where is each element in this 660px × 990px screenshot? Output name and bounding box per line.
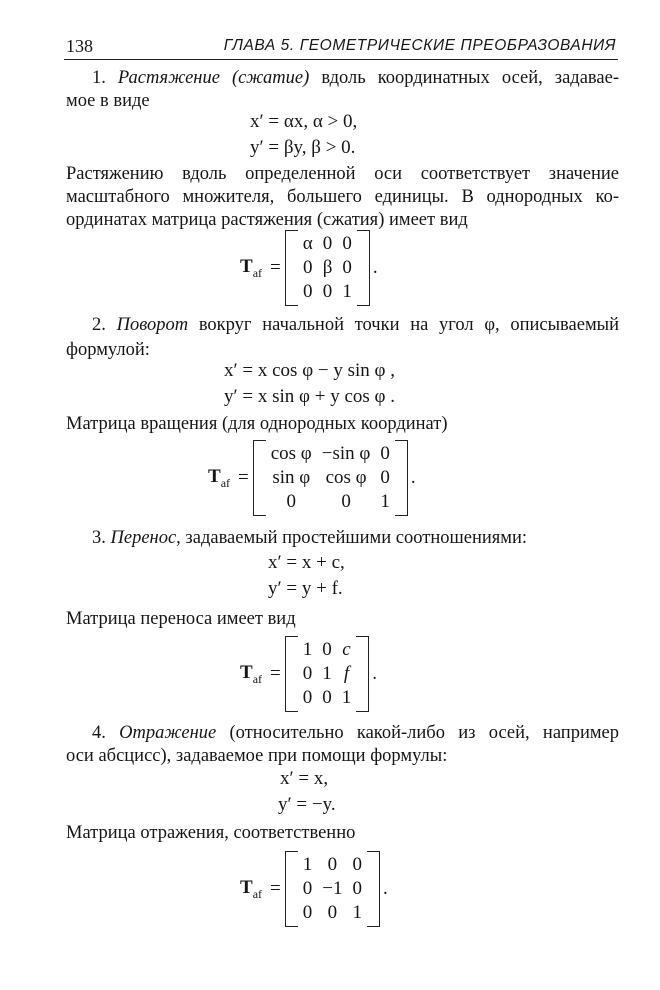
matrix-grid: [298, 232, 357, 304]
matrix-row: [298, 232, 357, 256]
matrix-cell: 0: [322, 233, 333, 254]
matrix-cell: f: [343, 663, 350, 684]
matrix-row: [298, 256, 357, 280]
section3-formula-2: y′ = y + f.: [268, 578, 343, 599]
section2-formula-2: y′ = x sin φ + y cos φ .: [224, 386, 396, 407]
matrix-cell: 0: [302, 878, 313, 899]
right-bracket: [395, 440, 408, 516]
matrix-row: [298, 686, 357, 710]
right-bracket: [367, 851, 380, 927]
matrix-grid: [298, 638, 357, 710]
section1-intro-line1: 1. Растяжение (сжатие) вдоль координатных осей, задавае-: [92, 68, 619, 88]
matrix-cell: c: [342, 639, 351, 660]
section1-formula-2: y′ = βy, β > 0.: [250, 137, 356, 158]
matrix-cell: 0: [302, 902, 313, 923]
page-number: 138: [66, 36, 93, 56]
section2-formula-1: x′ = x cos φ − y sin φ ,: [224, 360, 396, 381]
matrix-cell: 0: [342, 257, 352, 278]
matrix-cell: 0: [302, 663, 313, 684]
matrix-row: [266, 466, 395, 490]
term-translation: Перенос: [110, 528, 177, 548]
section1-para-line3: ординатах матрица растяжения (сжатия) имеет вид: [66, 210, 468, 230]
matrix-cell: 0: [302, 687, 313, 708]
matrix-cell: sin φ: [272, 467, 311, 488]
section1-para-line2: масштабного множителя, большего единицы. В однородных ко-: [66, 187, 619, 207]
matrix-row: [298, 877, 367, 901]
matrix-cell: 0: [322, 639, 332, 660]
matrix-cell: 1: [341, 687, 352, 708]
matrix-label: $T_{af}$: [208, 465, 231, 490]
matrix-cell: 0: [342, 233, 352, 254]
section4-formula-2: y′ = −y.: [278, 794, 336, 815]
matrix-cell: 0: [327, 854, 338, 875]
left-bracket: [285, 230, 298, 306]
left-bracket: [253, 440, 266, 516]
section2-para-line1: Матрица вращения (для однородных координат): [66, 414, 448, 434]
matrix-stretch: $T_{af}$ = α 0 0 0 β 0 0 0 1 .: [240, 230, 378, 306]
matrix-cell: 0: [302, 281, 313, 302]
section2-intro-line1: 2. Поворот вокруг начальной точки на угол φ, описываемый: [92, 315, 620, 335]
matrix-cell: 1: [302, 854, 313, 875]
matrix-label: $T_{af}$: [240, 661, 263, 686]
matrix-row: [298, 638, 357, 662]
matrix-cell: 0: [302, 257, 313, 278]
chapter-title: ГЛАВА 5. ГЕОМЕТРИЧЕСКИЕ ПРЕОБРАЗОВАНИЯ: [223, 37, 616, 54]
matrix-cell: 1: [322, 663, 332, 684]
matrix-cell: 0: [380, 467, 390, 488]
term-stretch: Растяжение (сжатие): [117, 68, 310, 88]
left-bracket: [285, 636, 298, 712]
matrix-cell: 1: [342, 281, 352, 302]
term-reflection: Отражение: [119, 723, 217, 743]
matrix-cell: 0: [352, 854, 362, 875]
matrix-translation: $T_{af}$ = 1 0 c 0 1 f 0 0 1 .: [240, 636, 377, 712]
matrix-cell: 0: [286, 491, 296, 512]
matrix-cell: α: [302, 233, 313, 254]
matrix-row: [298, 853, 367, 877]
term-rotation: Поворот: [116, 315, 189, 335]
matrix-cell: 1: [380, 491, 390, 512]
header-rule: [64, 59, 618, 60]
section3-para-line1: Матрица переноса имеет вид: [66, 609, 296, 629]
section1-formula-1: x′ = αx, α > 0,: [250, 111, 358, 132]
matrix-cell: 0: [341, 491, 351, 512]
matrix-label: $T_{af}$: [240, 876, 263, 901]
matrix-cell: 1: [302, 639, 313, 660]
matrix-row: [298, 280, 357, 304]
matrix-cell: 0: [380, 443, 390, 464]
section3-formula-1: x′ = x + c,: [268, 552, 345, 573]
matrix-reflection: $T_{af}$ = 1 0 0 0 −1 0 0 0 1 .: [240, 851, 388, 927]
matrix-row: [266, 442, 395, 466]
section2-intro-line2: формулой:: [66, 340, 150, 360]
matrix-cell: 1: [352, 902, 362, 923]
matrix-cell: cos φ: [325, 467, 367, 488]
matrix-rotation: $T_{af}$ = cos φ −sin φ 0 sin φ cos φ 0 0 0 1 .: [208, 440, 416, 516]
matrix-cell: −1: [322, 878, 343, 899]
matrix-row: [298, 662, 357, 686]
section4-para-line1: Матрица отражения, соответственно: [66, 823, 356, 843]
section4-intro-line1: 4. Отражение (относительно какой-либо из осей, например: [92, 723, 620, 743]
matrix-grid: [298, 853, 367, 925]
matrix-cell: β: [322, 257, 333, 278]
section4-formula-1: x′ = x,: [280, 768, 329, 789]
right-bracket: [357, 230, 370, 306]
section3-intro-line1: 3. Перенос, задаваемый простейшими соотношениями:: [92, 528, 528, 548]
matrix-cell: −sin φ: [321, 443, 371, 464]
matrix-cell: cos φ: [270, 443, 312, 464]
section1-intro-line2: мое в виде: [66, 91, 150, 111]
matrix-grid: [266, 442, 395, 514]
matrix-cell: 0: [352, 878, 362, 899]
matrix-cell: 0: [322, 687, 332, 708]
section4-intro-line2: оси абсцисс), задаваемое при помощи формулы:: [66, 746, 448, 766]
right-bracket: [356, 636, 369, 712]
section1-para-line1: Растяжению вдоль определенной оси соответствует значение: [66, 164, 619, 184]
matrix-cell: 0: [327, 902, 338, 923]
matrix-row: [266, 490, 395, 514]
matrix-label: $T_{af}$: [240, 255, 263, 280]
matrix-cell: 0: [322, 281, 333, 302]
matrix-row: [298, 901, 367, 925]
left-bracket: [285, 851, 298, 927]
